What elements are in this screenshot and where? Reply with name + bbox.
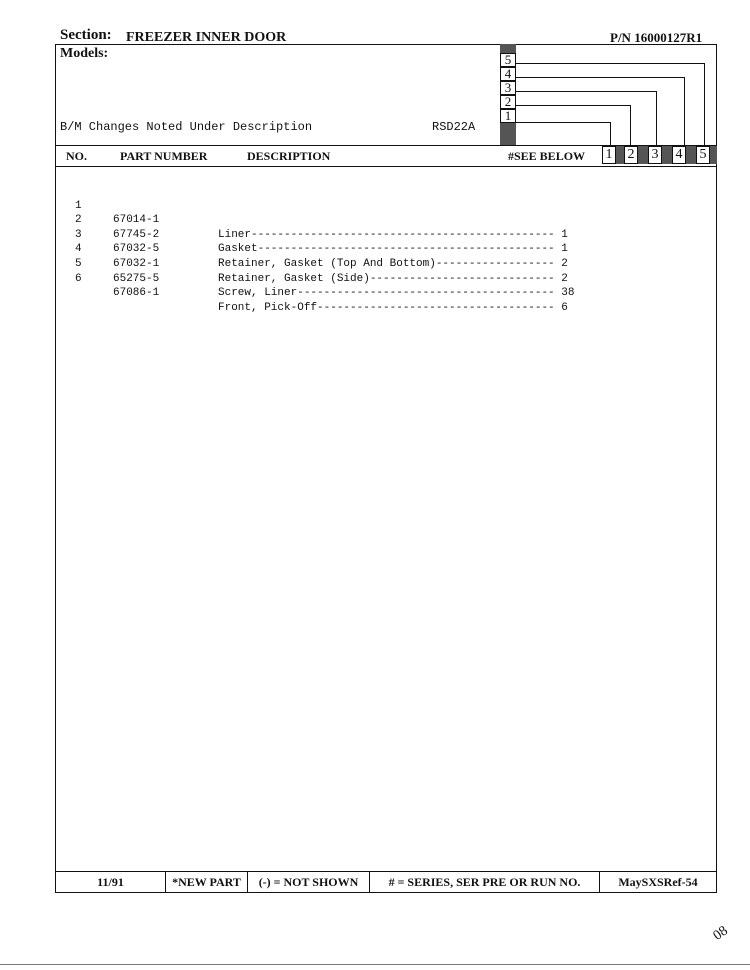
row-number: 6	[75, 272, 82, 285]
page-stamp: 08	[710, 923, 731, 944]
row-description: Gasket--------------------------------------------- 1	[218, 243, 568, 256]
model-column-5: 5	[696, 146, 710, 164]
row-number: 4	[75, 243, 82, 256]
row-description: Liner---------------------------------------------- 1	[218, 228, 568, 241]
part-number: P/N 16000127R1	[610, 30, 703, 45]
row-number: 2	[75, 214, 82, 227]
column-shade	[710, 146, 717, 164]
footer-date: 11/91	[56, 872, 166, 892]
column-header-description: DESCRIPTION	[247, 149, 331, 163]
models-label: Models:	[60, 46, 109, 61]
bottom-rule	[0, 964, 750, 965]
model-box-4: 4	[500, 67, 516, 81]
row-description: Screw, Liner--------------------------------------- 38	[218, 287, 575, 300]
page-frame	[55, 44, 717, 872]
connector-5	[516, 63, 704, 64]
row-number: 3	[75, 228, 82, 241]
column-shade	[686, 146, 696, 164]
connector-5-drop	[704, 63, 705, 146]
row-description: Retainer, Gasket (Top And Bottom)------------------ 2	[218, 257, 568, 270]
footer-bar	[55, 871, 717, 893]
section-title: FREEZER INNER DOOR	[126, 30, 287, 45]
connector-3	[516, 91, 656, 92]
row-part-number: 65275-5	[113, 272, 160, 285]
connector-1-drop	[610, 122, 611, 146]
column-header-see-below: #SEE BELOW	[508, 149, 586, 163]
row-part-number: 67745-2	[113, 228, 160, 241]
footer-reference: MaySXSRef-54	[618, 875, 698, 889]
footer-new-part: *NEW PART	[166, 872, 248, 892]
row-description: Front, Pick-Off------------------------------------ 6	[218, 301, 568, 314]
column-header-part-number: PART NUMBER	[120, 149, 208, 163]
model-box-3: 3	[500, 81, 516, 95]
model-column-3: 3	[648, 146, 662, 164]
section-label: Section:	[60, 27, 112, 43]
model-box-2: 2	[500, 95, 516, 109]
header-rule-bottom	[55, 166, 717, 167]
model-column-2: 2	[624, 146, 638, 164]
row-part-number: 67086-1	[113, 287, 160, 300]
connector-3-drop	[656, 91, 657, 146]
row-number: 5	[75, 257, 82, 270]
footer-not-shown: (-) = NOT SHOWN	[248, 872, 370, 892]
row-part-number: 67032-5	[113, 243, 160, 256]
row-description: Retainer, Gasket (Side)---------------------------- 2	[218, 272, 568, 285]
connector-4-drop	[684, 77, 685, 146]
connector-1	[516, 122, 610, 123]
model-column-1: 1	[602, 146, 616, 164]
row-part-number: 67014-1	[113, 214, 160, 227]
connector-2	[516, 105, 630, 106]
connector-2-drop	[630, 105, 631, 146]
parts-list	[60, 184, 575, 314]
column-header-no: NO.	[66, 149, 87, 163]
column-shade	[616, 146, 624, 164]
column-shade	[638, 146, 648, 164]
bm-changes-note: B/M Changes Noted Under Description	[60, 120, 313, 134]
row-number: 1	[75, 199, 82, 212]
model-box-1: 1	[500, 109, 516, 123]
model-box-5: 5	[500, 53, 516, 67]
model-name: RSD22A	[432, 120, 476, 134]
column-shade	[662, 146, 672, 164]
row-part-number: 67032-1	[113, 257, 160, 270]
connector-4	[516, 77, 684, 78]
model-column-4: 4	[672, 146, 686, 164]
stack-shade-bottom	[500, 123, 516, 145]
footer-series-note: # = SERIES, SER PRE OR RUN NO.	[370, 872, 600, 892]
